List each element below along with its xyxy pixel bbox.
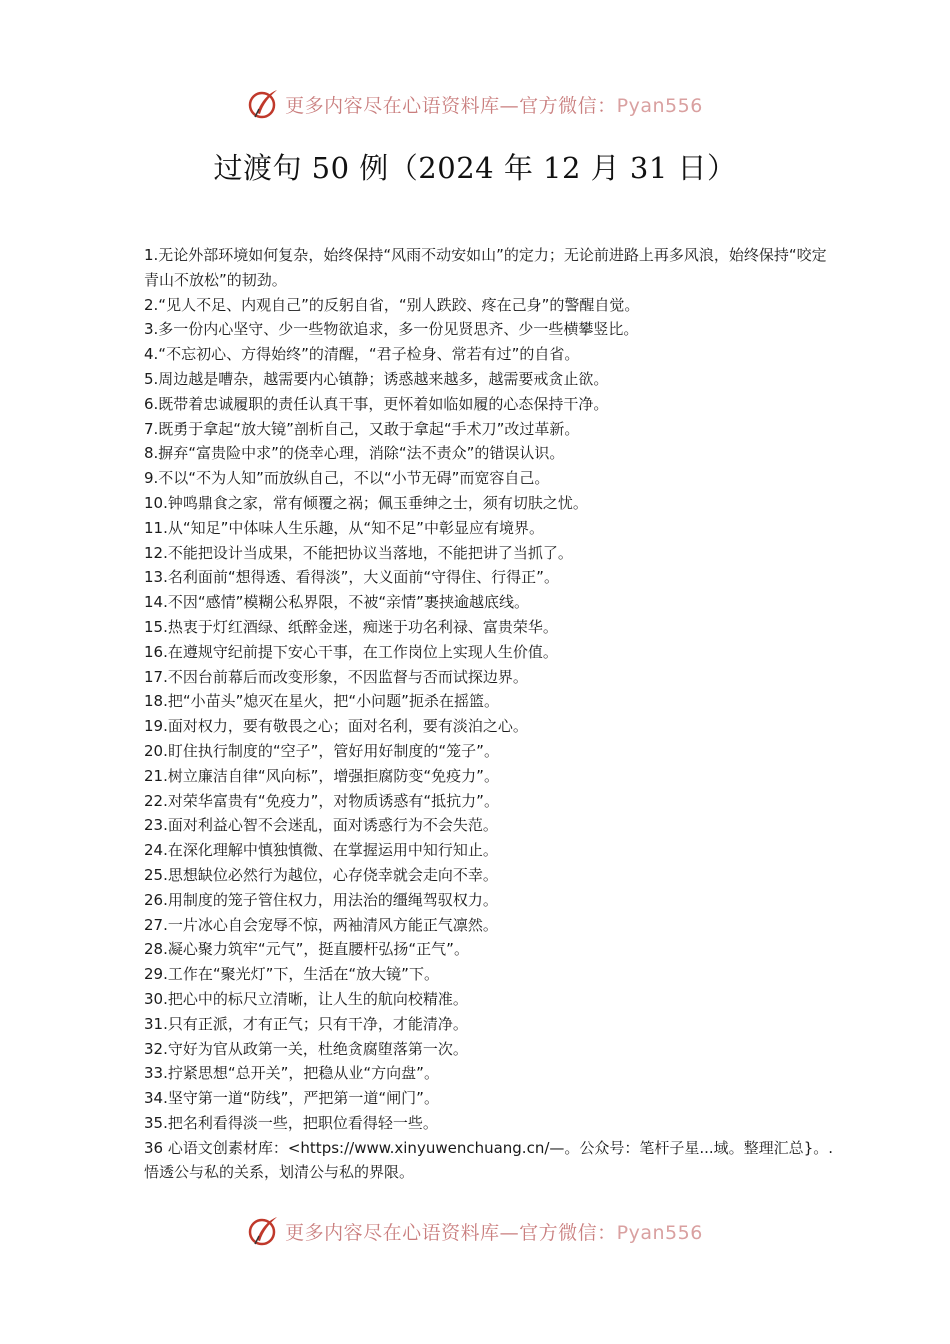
list-item: 33.拧紧思想“总开关”，把稳从业“方向盘”。 [144,1064,439,1083]
list-item: 8.摒弃“富贵险中求”的侥幸心理，消除“法不责众”的错误认识。 [144,444,565,463]
list-item: 15.热衷于灯红酒绿、纸醉金迷，痴迷于功名利禄、富贵荣华。 [144,617,558,636]
list-item: 12.不能把设计当成果，不能把协议当落地，不能把讲了当抓了。 [144,543,573,562]
list-item: 27.一片冰心自会宠辱不惊，两袖清风方能正气凛然。 [144,915,498,934]
list-item: 32.守好为官从政第一关，杜绝贪腐堕落第一次。 [144,1039,468,1058]
list-item: 7.既勇于拿起“放大镜”剖析自己，又敢于拿起“手术刀”改过革新。 [144,419,580,438]
banner-text [285,1218,703,1245]
list-item: 19.面对权力，要有敬畏之心；面对名利，要有淡泊之心。 [144,717,528,736]
list-item: 16.在遵规守纪前提下安心干事，在工作岗位上实现人生价值。 [144,642,558,661]
banner-slogan: 更多内容尽在心语资料库—官方微信： [285,94,617,117]
list-item: 9.不以“不为人知”而放纵自己，不以“小节无碍”而宽容自己。 [144,469,550,488]
list-item: 23.面对利益心智不会迷乱，面对诱惑行为不会失范。 [144,816,498,835]
document-body [144,243,834,1185]
list-item: 1.无论外部环境如何复杂，始终保持“风雨不动安如山”的定力；无论前进路上再多风浪，始终保持“咬定青山不放松”的韧劲。 [144,246,827,289]
feather-quill-logo-icon [247,1214,281,1248]
banner-wechat-id: Pyan556 [616,94,703,117]
list-item: 18.把“小苗头”熄灭在星火，把“小问题”扼杀在摇篮。 [144,692,499,711]
banner-wechat-id: Pyan556 [616,1221,703,1244]
list-item: 17.不因台前幕后而改变形象，不因监督与否而试探边界。 [144,667,528,686]
list-item: 22.对荣华富贵有“免疫力”，对物质诱惑有“抵抗力”。 [144,791,499,810]
list-item: 31.只有正派，才有正气；只有干净，才能清净。 [144,1014,468,1033]
list-item: 11.从“知足”中体味人生乐趣，从“知不足”中彰显应有境界。 [144,518,544,537]
footer-banner [0,1211,950,1251]
document-title: 过渡句 50 例（2024 年 12 月 31 日） [213,151,737,185]
list-item: 34.坚守第一道“防线”，严把第一道“闸门”。 [144,1089,439,1108]
list-item: 4.“不忘初心、方得始终”的清醒，“君子检身、常若有过”的自省。 [144,345,580,364]
list-item: 6.既带着忠诚履职的责任认真干事，更怀着如临如履的心态保持干净。 [144,394,609,413]
list-item: 5.周边越是嘈杂，越需要内心镇静；诱惑越来越多，越需要戒贪止欲。 [144,369,609,388]
list-item: 29.工作在“聚光灯”下，生活在“放大镜”下。 [144,965,439,984]
list-item: 10.钟鸣鼎食之家，常有倾覆之祸；佩玉垂绅之士，须有切肤之忧。 [144,493,588,512]
list-item: 3.多一份内心坚守、少一些物欲追求，多一份见贤思齐、少一些横攀竖比。 [144,320,639,339]
feather-quill-logo-icon [247,87,281,121]
list-item: 25.思想缺位必然行为越位，心存侥幸就会走向不幸。 [144,865,498,884]
header-banner [0,84,950,124]
list-item: 36 心语文创素材库：<https://www.xinyuwenchuang.cn/—。公众号：笔杆子星...域。整理汇总}。.悟透公与私的关系，划清公与私的界限。 [144,1138,833,1182]
list-item: 14.不因“感情”模糊公私界限，不被“亲情”裹挟逾越底线。 [144,593,529,612]
list-item: 13.名利面前“想得透、看得淡”，大义面前“守得住、行得正”。 [144,568,559,587]
list-item: 21.树立廉洁自律“风向标”，增强拒腐防变“免疫力”。 [144,766,499,785]
list-item: 30.把心中的标尺立清晰，让人生的航向校精准。 [144,989,468,1008]
banner-slogan: 更多内容尽在心语资料库—官方微信： [285,1221,617,1244]
list-item: 24.在深化理解中慎独慎微、在掌握运用中知行知止。 [144,841,498,860]
banner-text [285,91,703,118]
list-item: 26.用制度的笼子管住权力，用法治的缰绳驾驭权力。 [144,890,498,909]
list-item: 20.盯住执行制度的“空子”，管好用好制度的“笼子”。 [144,741,499,760]
list-item: 2.“见人不足、内观自己”的反躬自省，“别人跌跤、疼在己身”的警醒自觉。 [144,295,640,314]
list-item: 28.凝心聚力筑牢“元气”，挺直腰杆弘扬“正气”。 [144,940,469,959]
list-item: 35.把名利看得淡一些，把职位看得轻一些。 [144,1113,438,1132]
